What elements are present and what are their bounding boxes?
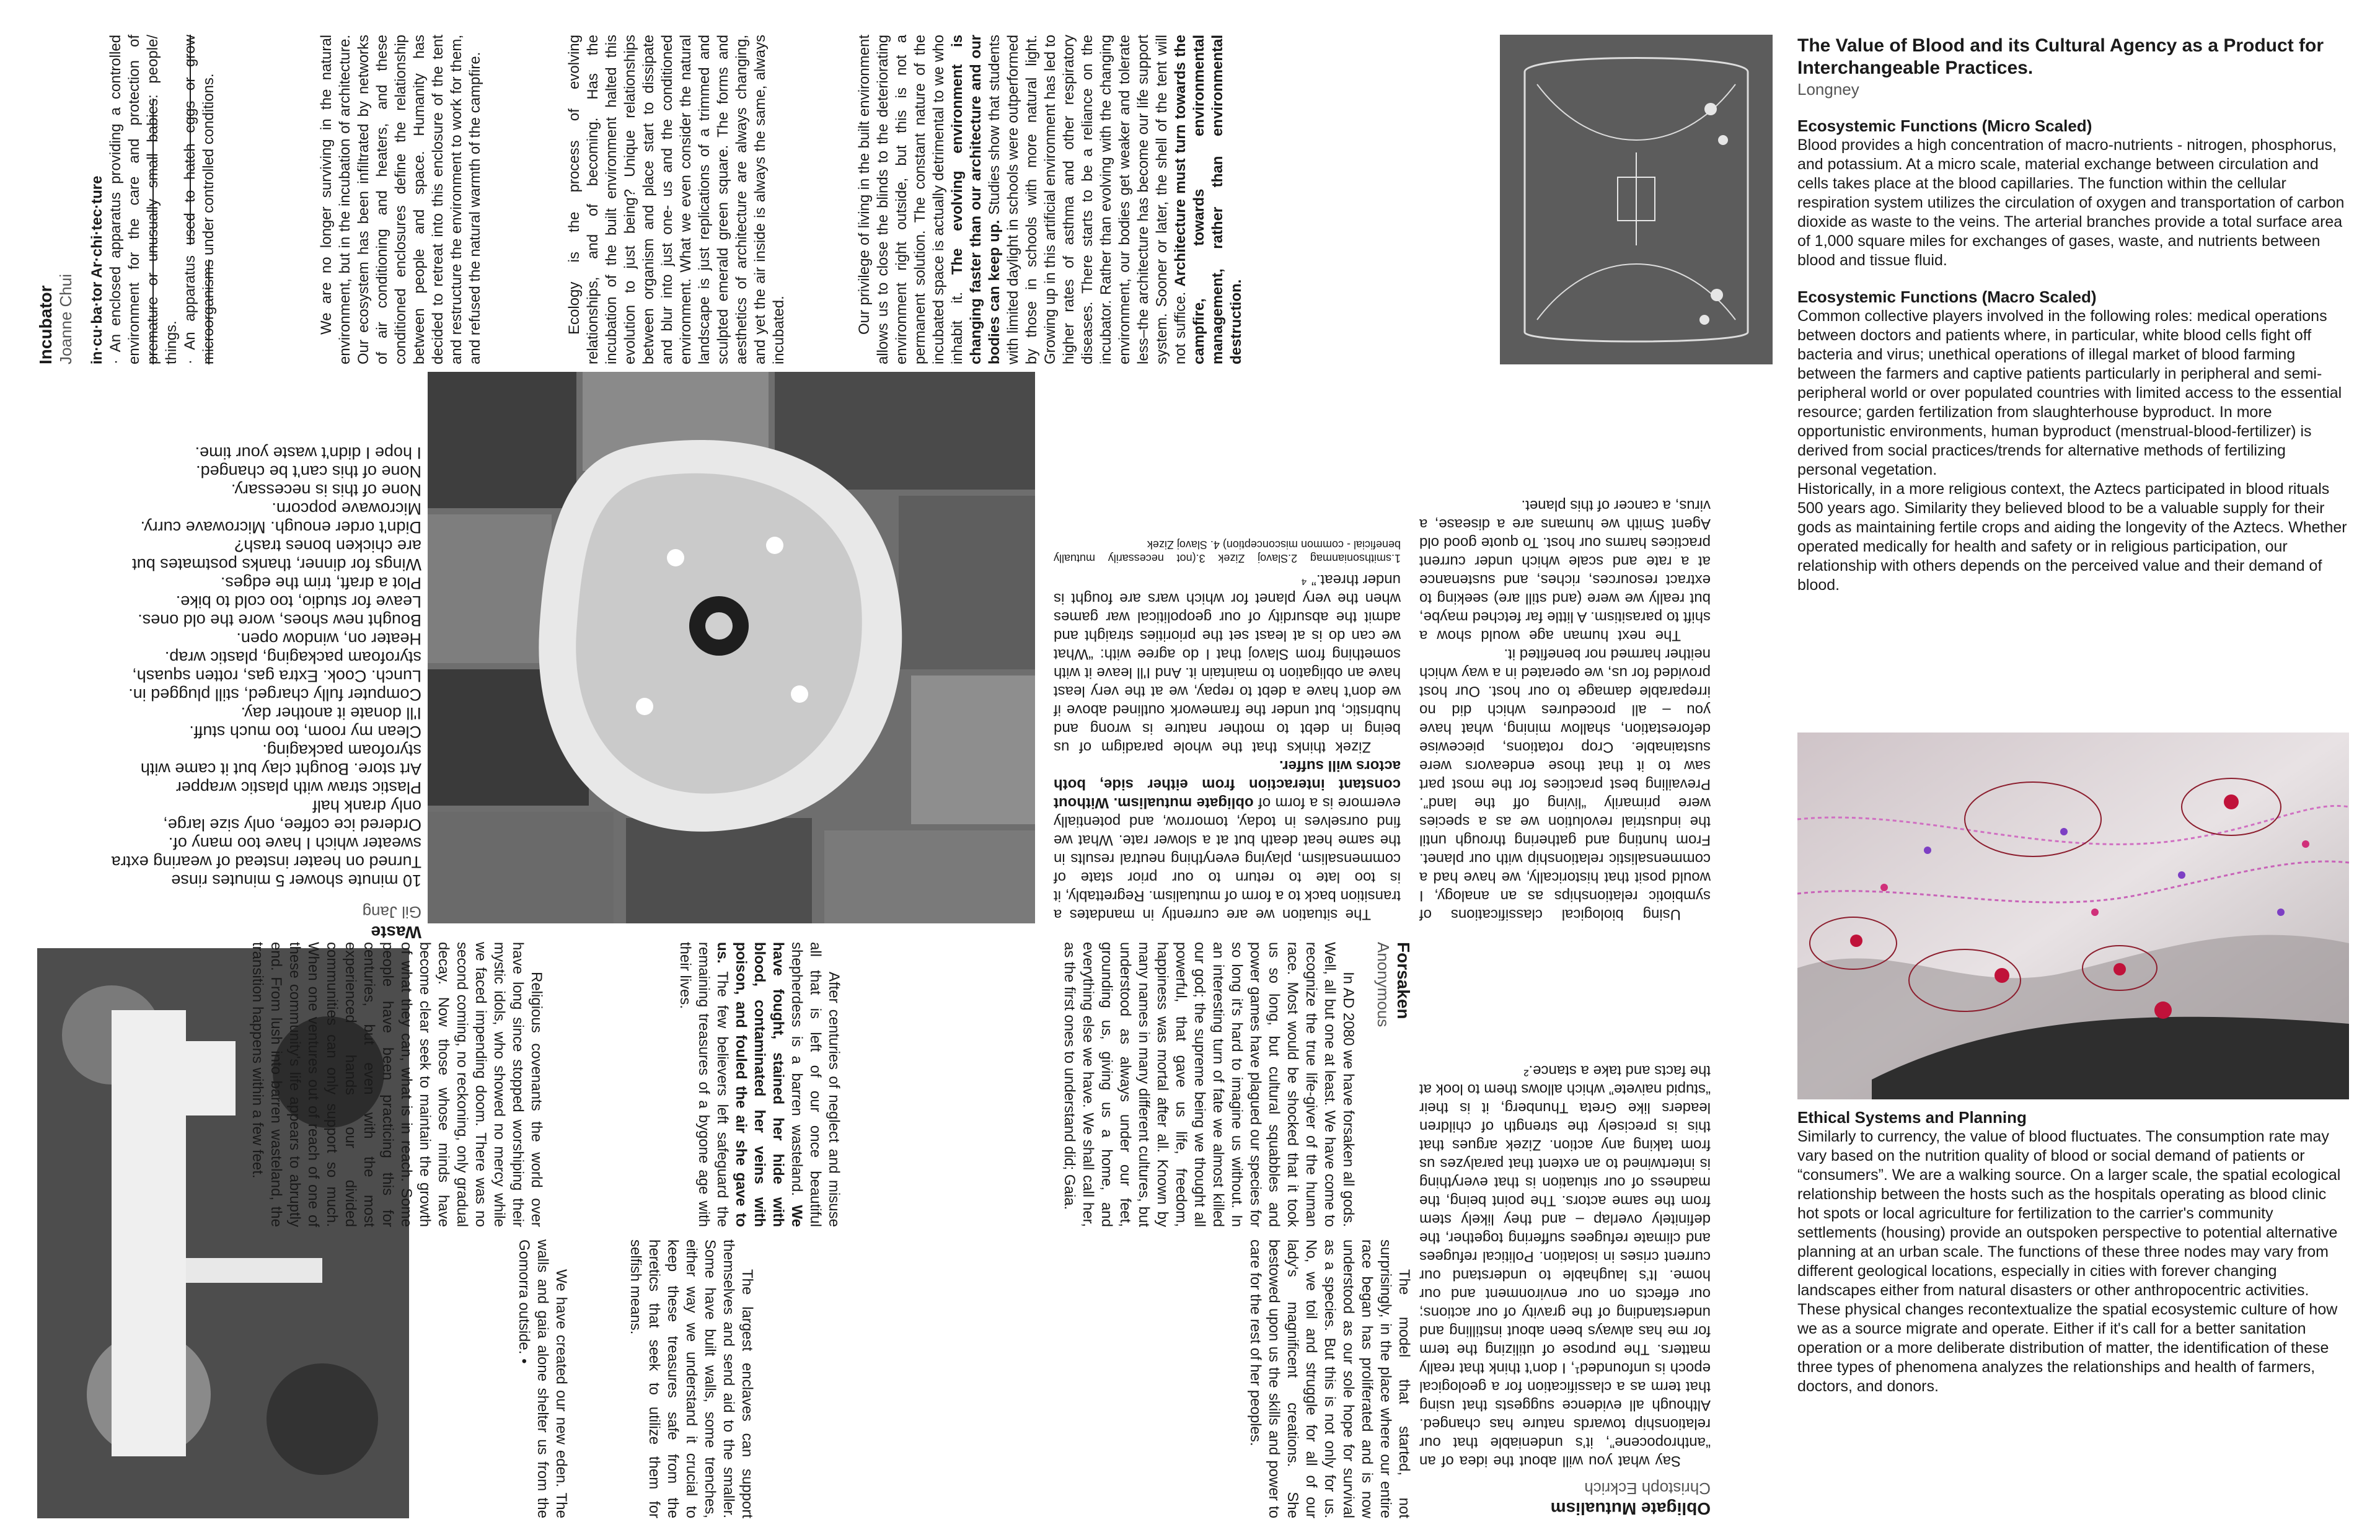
incubator-p2: Ecology is the process of evolving relationships, and of becoming. Has the incubation of the built environment halted this evolution to just being? Unique relationships between organism and place start to dissipate and blur into just one- us and the conditioned environment. What we even consider the natural landscape is just replications of a trimmed and sculpted emerald green square. The forms and aesthetics of architecture are always changing, and yet the air inside is always the same, always incubated. [566,35,787,364]
incubator-title: Incubator [36,285,55,364]
waste-line: Computer fully charged, still plugged in. [128,685,421,704]
blood-section1-body: Blood provides a high concentration of macro-nutrients - nitrogen, phosphorus, and potassium. At a micro scale, material exchange between circulation and cells takes place at the blood capillaries. The function within the cellular respiration system utilizes the circulation of oxygen and transportation of carbon dioxide as waste to the veins. The arterial branches provide a total surface area of 1,000 square miles for exchanges of gases, waste, and nutrients between blood and tissue fluid. [1797,136,2345,269]
waste-line: Bought new shoes, wore the old ones. [138,611,421,630]
obligate-p3: The next human age would show a shift to parasitism. A little far fetched maybe, but really we were (and still are) seeking to extract resources, riches, and sustenance at a rate and scale which under current practices harms our host. To quote good old Agent Smith we humans are a disease, a virus, a cancer of this planet. [1419,497,1711,644]
incubator-p1: We are no longer surviving in the natural environment, but in the incubation of architecture. Our ecosystem has been infiltrated by networks of air conditioning and heaters, and these conditioned enclosures define the relationship between people and space. Humanity has decided to retreat into this enclosure of the tent and restructure the environment to work for them, and refused the natural warmth of the campfire. [318,35,483,364]
incubator-def1: · An enclosed apparatus providing a controlled environment for the care and protection of premature or unusually small babies: people/ things. [107,35,180,364]
incubator-p3: Our privilege of living in the built environment allows us to close the blinds to the deteriorating environment right outside, but this is not a permanent solution. The constant nature of the incubated space is actually detrimental to we who inhabit it. The evolving environment is changing faster than our architecture and our bodies can keep up. Studies show that students with limited daylight in schools were outperformed by those in schools with more natural light. Growing up in this artificial environment has led to higher rates of asthma and other respiratory diseases. There starts to be a reliance on the incubator. Rather than evolving with the changing environment, our bodies get weaker and tolerate less–the architecture has become our life support system. Sooner or later, the shell of the tent will not suffice. Architecture must turn towards the campfire, towards environmental management, rather than environmental destruction. [856,35,1245,364]
obligate-col1 [1419,936,1711,1518]
waste-line: Didn't order enough. Microwave curry. [140,518,421,537]
waste-line: styrofoam packaging. [262,741,421,760]
waste-line: sweater which I have too many of. [168,834,421,853]
blood-article [1797,35,2349,595]
waste-line: Art store. Bought clay but it came with [140,760,421,778]
blood-section2-body: Common collective players involved in the following roles: medical operations between doctors and patients where, in particular, white blood cells fight off bacteria and virus; unethical operations of illegal market of blood farming between the farmers and captive patients particularly in peripheral and semi-peripheral world or over populated countries with limited access to the essential resource; garden fertilization from slaughterhouse byproduct. In more opportunistic environments, human byproduct (menstrual-blood-fertilizer) is derived from social practices/trends for alternative methods of fertilizing personal vegetation. [1797,307,2342,478]
forsaken-colE [589,1239,756,1518]
forsaken-colF [496,1239,570,1518]
waste-line: Lunch. Cook. Extra gas, rotten squash, [132,667,421,685]
forsaken-p4: The model that started, not surprisingly, in the place where our entire race began has proliferated and is now understood as our sole hope for survival as a species. But this is not only for us. No, we toil and struggle for all of our lady's magnificent creations. She bestowed upon us the skills and power to care for the rest of her peoples. [1247,1239,1413,1518]
forsaken-colA [1047,942,1357,1227]
waste-line: Turned on heater instead of wearing extra [111,853,421,871]
waste-line: I'll donate it another day. [240,704,421,723]
obligate-p4: The situation we are currently in mandates a transition back to a form of mutualism. Regrettably, it is too late to return to our prior state of commensalism, playing everything neutral results in the same heat death but at a slower rate. What we find ourselves in today, tomorrow, and potentially evermore is a form of obligate mutualism. Without constant interaction from either side, both actors will suffer. [1053,757,1401,923]
incubator-col4 [855,35,1246,364]
waste-author: Gil Jang [362,903,421,922]
waste-line: Plot a draft, trim the edges. [220,574,421,592]
blood-map-image [1797,733,2349,1099]
waste-line: None of this is necessary. [231,481,421,499]
waste-line: Heater on, window open. [236,630,421,648]
incubator-definition-head: in·cu·ba·tor Ar·chi·tec·ture [89,175,105,364]
blood-section1-heading: Ecosystemic Functions (Micro Scaled) [1797,117,2092,135]
aerial-photo [428,372,1035,923]
waste-line: styrofoam packaging, plastic wrap. [164,648,421,667]
blood-section3 [1797,1108,2349,1396]
blood-section2-heading: Ecosystemic Functions (Macro Scaled) [1797,288,2097,306]
incubator-col3 [565,35,788,364]
obligate-title: Obligate Mutualism [1550,1499,1711,1518]
forsaken-p2: After centuries of neglect and misuse all that is left of our once beautiful shepherdess is a barren wasteland. We have fought, stained her hide with blood, contaminated her veins with poison, and fouled the air she gave to us. The few believers left safeguard the remaining treasures of a bygone age with their lives. [677,942,842,1227]
blood-section2-body2: Historically, in a more religious context, the Aztecs participated in blood rituals 500 years ago. Similarity they believed blood to be a valuable supply for their gods as maintaining fertile crops and aiding the longevity of the Aztecs. Whether operated medically for health and safety or in religious participation, our relationship with others depends on the perceived value and their demand of blood. [1797,480,2347,594]
incubator-col2 [317,35,485,364]
blood-author: Longney [1797,80,1859,99]
incubator-def2: · An apparatus used to hatch eggs or grow microorganisms under controlled conditions. [182,35,217,364]
forsaken-p6: We have created our new eden. The walls and gaia alone shelter us from the Gomorra outside. • [516,1239,570,1518]
blood-section3-heading: Ethical Systems and Planning [1797,1108,2027,1127]
waste-line: Clean my room, too much stuff. [189,723,421,741]
waste-line: Plastic straw with plastic wrapper [175,778,421,797]
incubator-author: Joanne Chui [56,274,75,364]
incubator-col1 [36,35,218,364]
blood-section3-body: Similarly to currency, the value of blood fluctuates. The consumption rate may vary based on the nutrition quality of blood or social demand of patients or “consumers”. We are a walking source. On a larger scale, the spatial ecological relationship between the hosts such as the hospitals operating as blood clinic hot spots or local agriculture for fertilization to the carrier's community settlements (housing) provide an outspoken perspective to potential alternative planning at an urban scale. The functions of these three nodes may vary from different geological locations, especially in cities with forever changing landscapes either from natural disasters or other anthropocentric activities. These physical changes recontextualize the spatial ecosystemic culture of how we as a source migrate and operate. Either if it's call for a better sanitation operation or a more deliberate distribution of matter, the identification of these three types of phenomena analyzes the relationships and health of farmers, doctors, and donors. [1797,1128,2341,1395]
blood-title: The Value of Blood and its Cultural Agency as a Product for Interchangeable Practices. [1797,35,2324,78]
forsaken-colC [249,942,545,1227]
forsaken-p3: Religious covenants the world over have long since stopped worshiping their mystic idols, who showed no mercy while we faced impending doom. There was no second coming, no reckoning, only gradual decay. Now those whose minds have become clear seek to maintain the growth of what they can, what is in reach. Some people have been practicing this for centuries, but even with the most experienced hands our divided communities can only support so much. When one ventures out of reach of one of these community's life appears to abruptly end. From lush into barren wasteland, the transition happens within a few feet. [249,942,545,1227]
waste-line: 10 minute shower 5 minutes rinse [171,871,421,890]
obligate-footnote: 1.smithsonianmag 2.Slavoj Zizek 3.(not necessarily mutually beneficial - common misconception) 4. Slavoj Zizek [1054,539,1401,565]
obligate-p2: Using biological classifications of symbiotic relationships as an analogy, I would posit that historically, we have had a commensalistic relationship with our planet. From hunting and gathering through until the industrial revolution we as a species were primarily “living off the land”. Prevailing best practices for the most part saw to it that those endeavors were sustainable. Crop rotations, piecewise deforestation, shallow mining, what have you – all procedures which did no irreparable damage to our host. Our host provided for us, we operated in a way which neither harmed nor benefited it. [1419,646,1711,923]
tent-drawing-image [1500,35,1773,364]
waste-line: I hope I didn't waste your time. [195,444,421,462]
waste-article [37,372,421,942]
waste-title: Waste [371,923,421,942]
waste-line: Microwave popcorn. [271,499,421,518]
forsaken-p5: The largest enclaves can support themselves and send aid to the smaller. Some have built walls, some trenches, either way we understand it crucial to keep these treasures safe from the heretics that seek to utilize them for selfish means. [627,1239,756,1518]
forsaken-colD [1066,1239,1413,1518]
obligate-col3 [1054,372,1401,923]
waste-line: Leave for studio, too cold to bike. [175,592,421,611]
waste-line: None of this can't be changed. [196,462,421,481]
forsaken-title: Forsaken [1394,942,1413,1019]
obligate-author: Christoph Eckrich [1584,1479,1711,1498]
waste-line: are chicken bones trash? [234,537,421,555]
waste-line: Ordered ice coffee, only size large, [163,816,421,834]
forsaken-p1: In AD 2080 we have forsaken all gods. Well, all but one at least. We have come to recognize the true life-giver of the human race. Most would be shocked that it took us so long, but cultural squabbles and power games have plagued our species for so long it's hard to imagine us without. In an interesting turn of fate we almost killed our god; the supreme being we thought all powerful, that gave us life, freedom, happiness was mortal after all. Known by many names in many different cultures, but understood as always under our feet, grounding us, giving us a home, and everything else we have. We shall call her, as the first ones to understand did; Gaia. [1061,942,1357,1227]
waste-line: only drank half [312,797,421,816]
waste-line: Wings for dinner, thanks postmates but [132,555,421,574]
forsaken-colB [545,942,843,1227]
obligate-col2 [1419,372,1711,923]
forsaken-author: Anonymous [1374,942,1393,1027]
obligate-p5: Zizek thinks that the whole paradigm of us being in debt to mother nature is wrong and hubristic, but under the framework outlined above if we don't have a debt to repay, we at the very least have an obligation to maintain it. And I'll leave it with something from Slavoj that I do agree with: “What we can do is at least set the priorities straight and admit the absurdity of our geopolitical war games when the very planet for which wars are fought is under threat.” ⁴ [1054,571,1401,755]
obligate-p1: Say what you will about the idea of an “anthropocene”, it’s undeniable that our relationship towards nature has changed. Although all evidence suggests that using that term as a classification for a geological epoch is unfounded¹, I don’t think that really matters. The purpose of utilizing the term for me has always been about instilling and understanding of the gravity of our actions; our effects on our environment and our home. It’s laughable to understand our current crises in isolation. Political refugees and climate refugees suffering together, the definitely overlap – and they likely stem from the same actors. The point being, the madness of our situation is that everything is intertwined to an extent that paralyzes us from taking any action. Zizek argues that this is precisely the strength of children leaders like Greta Thunberg, it is their “stupid naivete” which allows them to look at the facts and take a stance.² [1419,1062,1711,1469]
